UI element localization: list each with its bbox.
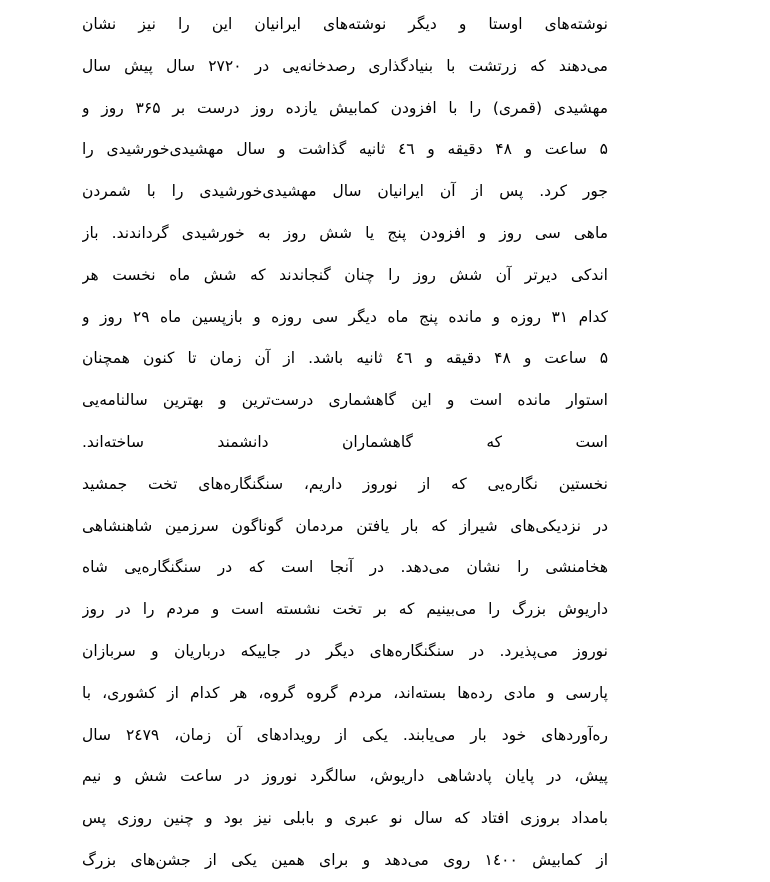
text-line: نوشته‌های اوستا و دیگر نوشته‌های ایرانیان این را نیز نشان	[82, 15, 608, 33]
text-line: جور کرد. پس از آن ایرانیان سال مهشیدی‌خورشیدی را با شمردن	[82, 182, 608, 201]
text-line: پارسی و مادی رده‌ها بسته‌اند، مردم گروه گروه، هر کدام از کشوری، با	[82, 683, 608, 702]
text-line: ۵ ساعت و ۴۸ دقیقه و ٤٦ ثانیه گذاشت و سال مهشیدی‌خورشیدی را	[82, 140, 608, 159]
text-line: از کمابیش ۱٤۰۰ روی می‌دهد و برای همین یکی از جشن‌های بزرگ	[82, 850, 608, 869]
text-line: داریوش بزرگ را می‌بینیم که بر تخت نشسته است و مردم را در روز	[82, 600, 608, 619]
text-line: ۵ ساعت و ۴۸ دقیقه و ٤٦ ثانیه باشد. از آن زمان تا کنون همچنان	[82, 349, 608, 368]
text-line: بامداد بروزی افتاد که سال نو عبری و بابلی نیز بود و چنین روزی پس	[82, 809, 608, 828]
paragraph-end-line: است که گاهشماران دانشمند ساخته‌اند.	[82, 432, 608, 451]
text-line: نوروز می‌پذیرد. در سنگنگاره‌های دیگر در جاییکه درباریان و سربازان	[82, 641, 608, 660]
text-line: نخستین نگاره‌یی که از نوروز داریم، سنگنگاره‌های تخت جمشید	[82, 474, 608, 493]
text-line: ماهی سی روز و افزودن پنج یا شش روز به خورشیدی گرداندند. باز	[82, 223, 608, 242]
text-line: می‌دهند که زرتشت با بنیادگذاری رصدخانه‌یی در ۲۷۲۰ سال پیش سال	[82, 56, 608, 75]
text-line: پیش، در پایان پادشاهی داریوش، سالگرد نوروز در ساعت شش و نیم	[82, 767, 608, 786]
text-line: مهشیدی (قمری) را با افزودن کمابیش یازده روز درست بر ۳۶۵ روز و	[82, 98, 608, 117]
text-line: استوار مانده است و این گاهشماری درست‌ترین و بهترین سالنامه‌یی	[82, 391, 608, 410]
text-line: ره‌آوردهای خود بار می‌یابند. یکی از رویدادهای آن زمان، ۲٤۷۹ سال	[82, 725, 608, 744]
persian-text-body	[82, 4, 608, 882]
text-line: هخامنشی را نشان می‌دهد. در آنجا است که در سنگنگاره‌یی شاه	[82, 558, 608, 577]
text-line: کدام ۳۱ روزه و مانده پنج ماه دیگر سی روزه و بازپسین ماه ۲۹ روز و	[82, 307, 608, 326]
text-line: اندکی دیرتر آن شش روز را چنان گنجاندند که شش ماه نخست هر	[82, 265, 608, 284]
text-line: در نزدیکی‌های شیراز که بار یافتن مردمان گوناگون سرزمین شاهنشاهی	[82, 516, 608, 535]
